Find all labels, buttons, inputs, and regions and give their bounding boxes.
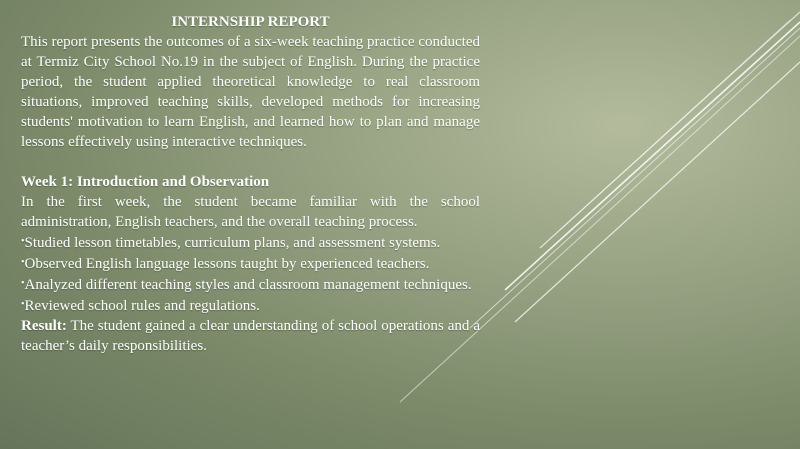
bullet-text: Reviewed school rules and regulations. [24, 298, 260, 314]
result-text: The student gained a clear understanding of school operations and a teacher’s daily responsibilities. [21, 318, 480, 354]
bullet-item [21, 253, 480, 274]
bullet-item [21, 274, 480, 295]
intro-paragraph: This report presents the outcomes of a six-week teaching practice conducted at Termiz City School No.19 in the subject of English. During the practice period, the student applied theoretical knowledge to real classroom situations, improved teaching skills, developed methods for increasing students' motivation to learn English, and learned how to plan and manage lessons effectively using interactive techniques. [21, 34, 480, 150]
bullet-item [21, 295, 480, 316]
deco-line-6 [560, 20, 790, 230]
result-label: Result: [21, 318, 67, 334]
bullet-text: Analyzed different teaching styles and classroom management techniques. [24, 277, 472, 293]
report-title: INTERNSHIP REPORT [171, 14, 330, 30]
deco-line-4 [515, 62, 800, 322]
week1-heading: Week 1: Introduction and Observation [21, 174, 270, 190]
deco-line-3 [470, 28, 800, 328]
bullet-icon: • [21, 236, 25, 247]
paragraph-spacer [21, 152, 480, 172]
bullet-text: Observed English language lessons taught by experienced teachers. [24, 256, 430, 272]
report-text-body [21, 12, 480, 356]
bullet-icon: • [21, 299, 25, 310]
week1-summary: In the first week, the student became familiar with the school administration, English teachers, and the overall teaching process. [21, 194, 480, 230]
week1-result [21, 316, 480, 356]
deco-line-2 [505, 22, 800, 290]
bullet-item [21, 232, 480, 253]
bullet-text: Studied lesson timetables, curriculum plans, and assessment systems. [24, 235, 441, 251]
bullet-icon: • [21, 257, 25, 268]
bullet-icon: • [21, 278, 25, 289]
